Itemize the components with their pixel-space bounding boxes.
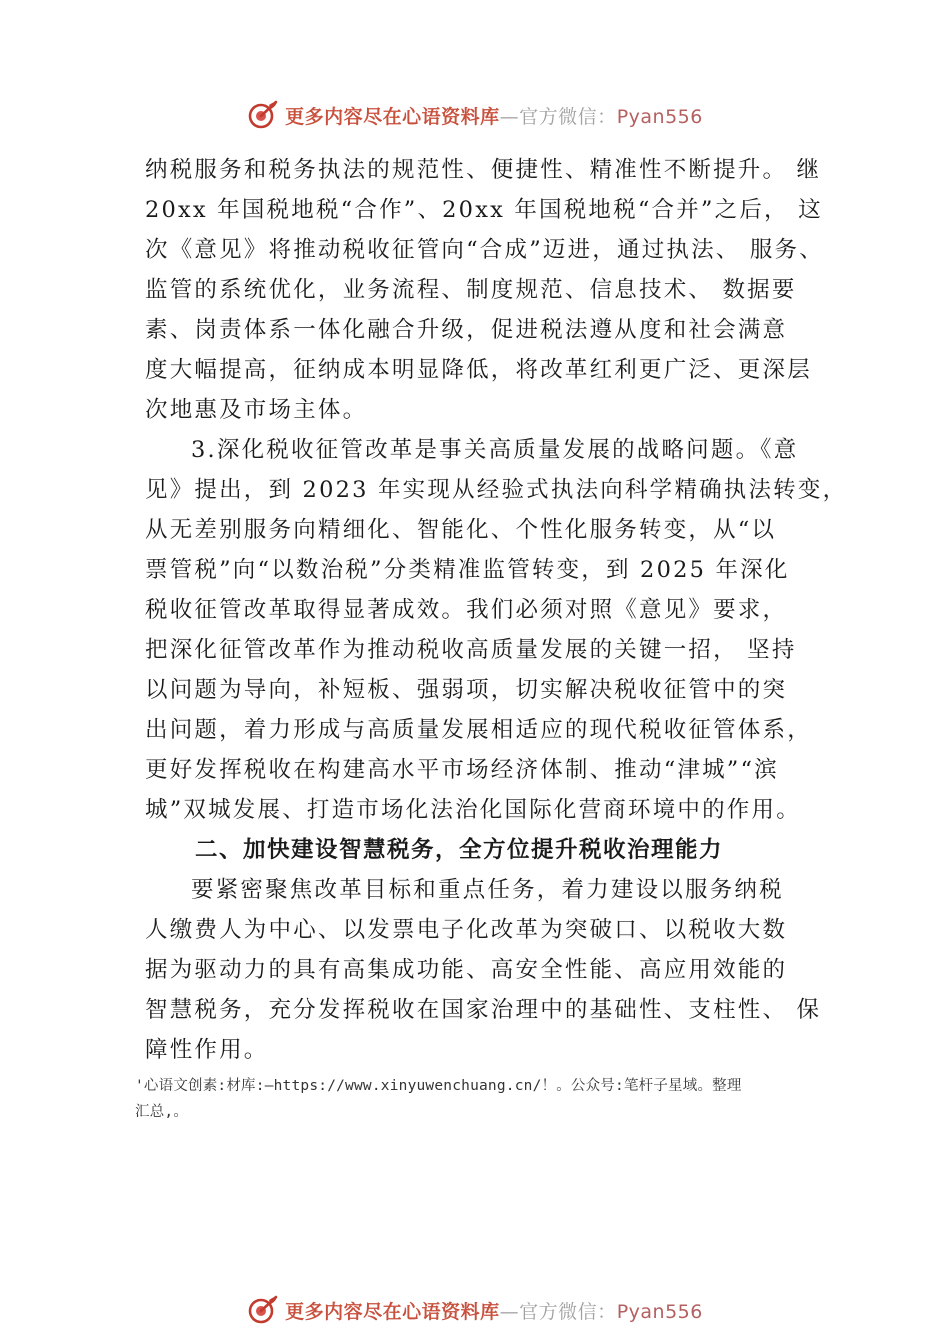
document-body [145,150,848,1070]
section-heading: 二、加快建设智慧税务，全方位提升税收治理能力 [195,837,724,863]
paragraph-line: 把深化征管改革作为推动税收高质量发展的关键一招， 坚持 [145,637,797,663]
paragraph-line: 要紧密聚焦改革目标和重点任务，着力建设以服务纳税 [191,877,784,903]
paragraph-line: 障性作用。 [145,1037,269,1063]
top-banner [0,95,950,135]
paragraph-line: 城”双城发展、打造市场化法治化国际化营商环境中的作用。 [145,797,801,823]
paragraph-line: 见》提出，到 2023 年实现从经验式执法向科学精确执法转变， [145,477,848,503]
paragraph-line: 智慧税务，充分发挥税收在国家治理中的基础性、支柱性、 保 [145,997,822,1023]
paragraph-line: 据为驱动力的具有高集成功能、高安全性能、高应用效能的 [145,957,788,983]
paragraph-line: 次地惠及市场主体。 [145,397,368,423]
banner-handle: Pyan556 [616,1300,703,1323]
paragraph-line: 度大幅提高，征纳成本明显降低，将改革红利更广泛、更深层 [145,357,812,383]
banner-text [285,1297,703,1324]
footnote [135,1073,835,1125]
banner-handle: Pyan556 [616,105,703,128]
paragraph-line: 票管税”向“以数治税”分类精准监管转变，到 2025 年深化 [145,557,790,583]
banner-wechat-label: 官方微信： [519,1300,617,1323]
paragraph-line: 素、岗责体系一体化融合升级，促进税法遵从度和社会满意 [145,317,788,343]
paragraph-line: 次《意见》将推动税收征管向“合成”迈进，通过执法、 服务、 [145,237,824,263]
paragraph-line: 监管的系统优化，业务流程、制度规范、信息技术、 数据要 [145,277,797,303]
paragraph-line: 从无差别服务向精细化、智能化、个性化服务转变，从“以 [145,517,777,543]
banner-text [285,102,703,129]
bottom-banner [0,1290,950,1330]
paragraph-line: 3.深化税收征管改革是事关高质量发展的战略问题。《意 [191,437,799,463]
paragraph-line: 20xx 年国税地税“合作”、20xx 年国税地税“合并”之后， 这 [145,197,823,223]
footnote-line: '心语文创素:材库:—https://www.xinyuwenchuang.cn/！。公众号:笔杆子星域。整理 [135,1078,742,1094]
quill-logo-icon [247,99,279,131]
paragraph-line: 出问题，着力形成与高质量发展相适应的现代税收征管体系， [145,717,812,743]
banner-brand: 更多内容尽在心语资料库 [285,105,500,128]
paragraph-line: 以问题为导向，补短板、强弱项，切实解决税收征管中的突 [145,677,788,703]
paragraph-line: 人缴费人为中心、以发票电子化改革为突破口、以税收大数 [145,917,788,943]
paragraph-line: 税收征管改革取得显著成效。我们必须对照《意见》要求， [145,597,788,623]
banner-brand: 更多内容尽在心语资料库 [285,1300,500,1323]
banner-separator: — [499,105,520,128]
footnote-line: 汇总,。 [135,1104,189,1120]
quill-logo-icon [247,1294,279,1326]
banner-separator: — [499,1300,520,1323]
banner-wechat-label: 官方微信： [519,105,617,128]
paragraph-line: 纳税服务和税务执法的规范性、便捷性、精准性不断提升。 继 [145,157,822,183]
paragraph-line: 更好发挥税收在构建高水平市场经济体制、推动“津城”“滨 [145,757,779,783]
